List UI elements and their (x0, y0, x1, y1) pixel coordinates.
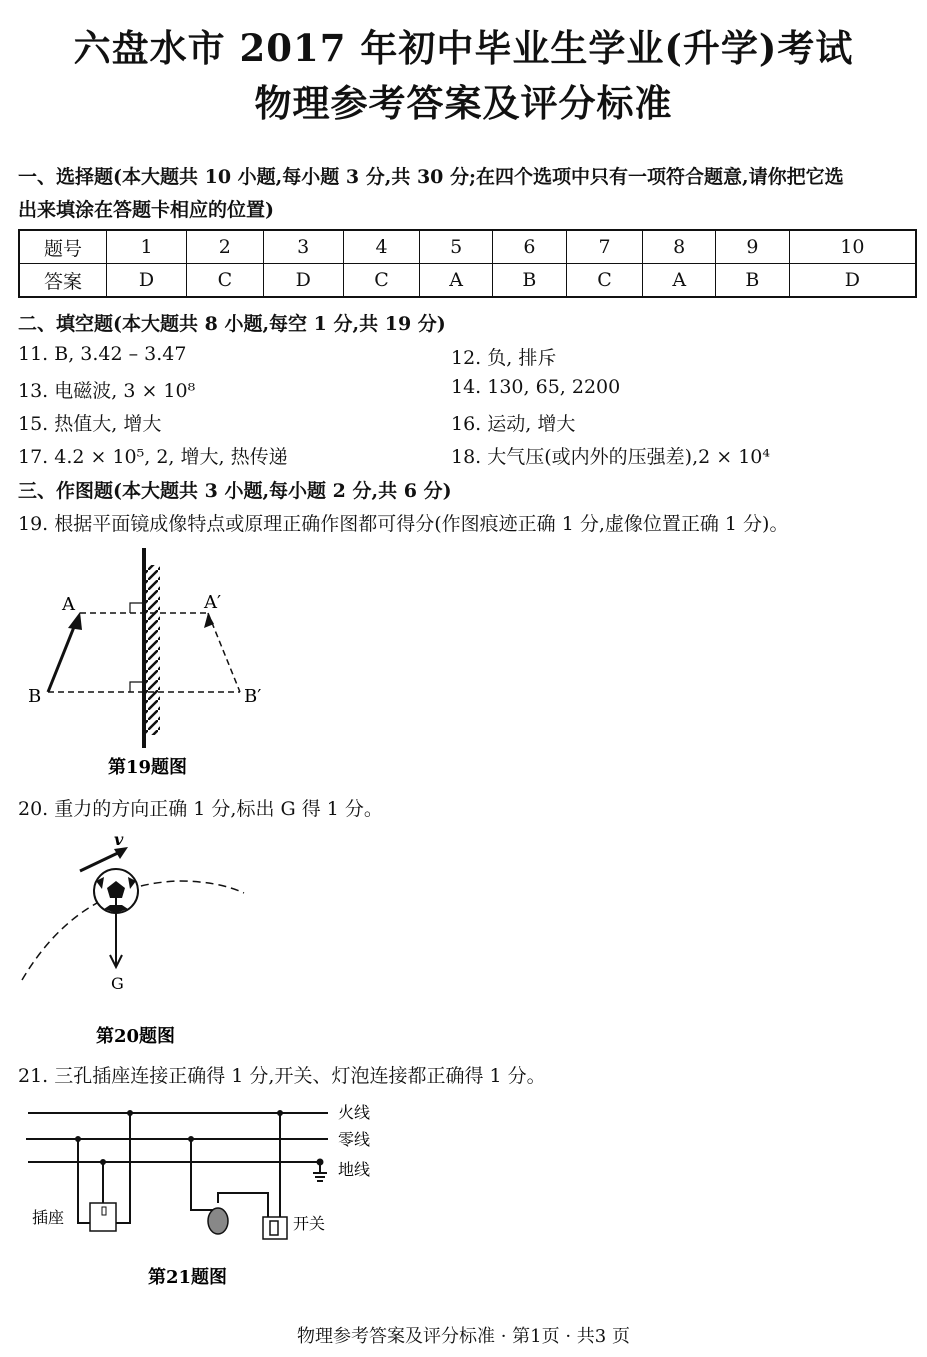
table-cell: D (789, 264, 916, 298)
answer-item: 11. B, 3.42 – 3.47 (18, 343, 187, 365)
table-row-answers (19, 264, 916, 298)
label-b-prime: B′ (244, 686, 262, 707)
table-cell: 1 (107, 230, 187, 264)
table-cell: 6 (492, 230, 566, 264)
answer-item: 16. 运动, 增大 (451, 413, 576, 435)
row-header: 答案 (19, 264, 107, 298)
section3-heading: 三、作图题(本大题共 3 小题,每小题 2 分,共 6 分) (18, 480, 452, 502)
answer-table (18, 229, 917, 298)
table-cell: 8 (643, 230, 716, 264)
label-live: 火线 (338, 1103, 371, 1122)
figure-19-mirror (18, 540, 278, 785)
section1-heading-cont: 出来填涂在答题卡相应的位置) (18, 199, 274, 221)
object-arrow (48, 622, 76, 692)
label-socket: 插座 (32, 1208, 65, 1227)
table-cell: A (420, 264, 493, 298)
answer-item: 12. 负, 排斥 (451, 347, 557, 369)
figure-20-caption: 第20题图 (96, 1026, 176, 1047)
figure-21-circuit (18, 1095, 388, 1295)
answer-item: 15. 热值大, 增大 (18, 413, 162, 435)
row-header: 题号 (19, 230, 107, 264)
table-cell: A (643, 264, 716, 298)
table-cell: 9 (716, 230, 790, 264)
table-cell: D (263, 264, 343, 298)
bulb-icon (208, 1208, 228, 1234)
table-cell: 2 (187, 230, 264, 264)
q20-text: 20. 重力的方向正确 1 分,标出 G 得 1 分。 (18, 798, 383, 820)
table-cell: 10 (789, 230, 916, 264)
label-neutral: 零线 (338, 1130, 371, 1149)
velocity-arrow (80, 851, 122, 871)
label-a-prime: A′ (204, 592, 222, 613)
label-ground: 地线 (338, 1160, 371, 1179)
q19-text: 19. 根据平面镜成像特点或原理正确作图都可得分(作图痕迹正确 1 分,虚像位置正确 1 分)。 (18, 513, 789, 535)
table-row-numbers (19, 230, 916, 264)
table-cell: D (107, 264, 187, 298)
table-cell: 5 (420, 230, 493, 264)
table-cell: B (716, 264, 790, 298)
figure-20-ball (18, 825, 248, 1050)
label-b: B (28, 686, 42, 707)
label-a: A (62, 594, 75, 615)
table-cell: 3 (263, 230, 343, 264)
table-cell: 7 (566, 230, 643, 264)
section2-heading: 二、填空题(本大题共 8 小题,每空 1 分,共 19 分) (18, 313, 446, 335)
figure-21-caption: 第21题图 (148, 1267, 228, 1288)
table-cell: C (566, 264, 643, 298)
answer-item: 17. 4.2 × 10⁵, 2, 增大, 热传递 (18, 446, 288, 468)
label-switch: 开关 (293, 1214, 326, 1233)
table-cell: 4 (343, 230, 420, 264)
mirror-hatch (146, 565, 160, 735)
label-v: v (114, 830, 124, 849)
table-cell: B (492, 264, 566, 298)
answer-item: 13. 电磁波, 3 × 10⁸ (18, 380, 196, 402)
table-cell: C (343, 264, 420, 298)
title-line-1: 六盘水市 2017 年初中毕业生学业(升学)考试 (73, 26, 854, 70)
page-footer: 物理参考答案及评分标准 · 第1页 · 共3 页 (297, 1326, 630, 1347)
section1-heading: 一、选择题(本大题共 10 小题,每小题 3 分,共 30 分;在四个选项中只有一项符合题意,请你把它选 (18, 166, 844, 188)
answer-item: 18. 大气压(或内外的压强差),2 × 10⁴ (451, 446, 771, 468)
answer-item: 14. 130, 65, 2200 (451, 376, 621, 398)
title-line-2: 物理参考答案及评分标准 (254, 81, 673, 125)
table-cell: C (187, 264, 264, 298)
q21-text: 21. 三孔插座连接正确得 1 分,开关、灯泡连接都正确得 1 分。 (18, 1065, 546, 1087)
label-g: G (111, 974, 124, 993)
figure-19-caption: 第19题图 (108, 757, 188, 778)
